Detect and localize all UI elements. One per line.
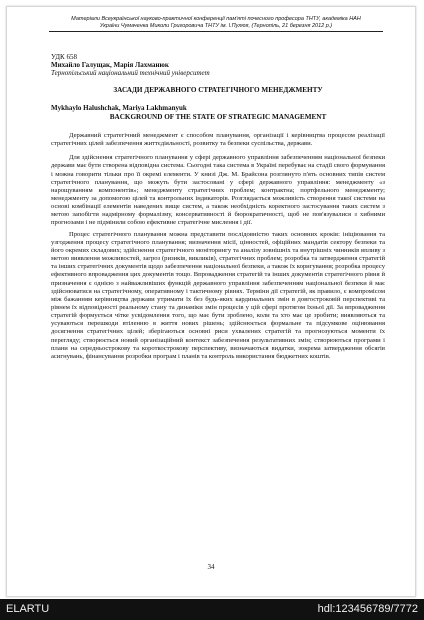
article-text <box>51 154 385 361</box>
document-page <box>6 6 416 597</box>
conference-header-line-2: України Чумаченка Миколи Григоровича ТНТУ ім. І.Пулюя, (Тернопіль, 21 березня 2012 р.) <box>99 22 333 29</box>
page-number: 34 <box>207 563 215 571</box>
repository-name: ELARTU <box>6 603 50 615</box>
viewer-status-bar <box>0 599 424 620</box>
author-affiliation: Тернопільський національний технічний університет <box>51 69 210 77</box>
conference-header-line-1: Матеріали Всеукраїнської науково-практичної конференції пам'яті почесного професора ТНТУ, академіка НАН <box>71 16 361 22</box>
conference-header <box>49 16 383 32</box>
article-title-ukrainian: ЗАСАДИ ДЕРЖАВНОГО СТРАТЕГІЧНОГО МЕНЕДЖМЕНТУ <box>113 86 323 94</box>
paragraph: Для здійснення стратегічного планування у сфері державного управління забезпеченням національної безпеки держави має бути створена відповідна система. Сьогодні така система в Україні перебуває на стадії свого формування і можна говорити тільки про її окремі елементи. У книзі Дж. М. Брайсона розглянуто п'ять основних типів систем стратегічного планування, що можуть бути застосовані у сфері державного управління: менеджменту «з нарощуванням компонентів»; менеджменту стратегічних проблем; контрактна; портфельного менеджменту; менеджменту за допомогою цілей та контрольних індикаторів. Розглядається можливість створення такої системи на основі комбінації елементів наведених вище систем, а також необхідність коректного застосування таких систем з метою запобігти надмірному формалізму, консервативності й бюрократичності, щоб не пов'язувалися з хибними прогнозами і не підмінили собою ефективне стратегічне мислення і дії. <box>51 154 385 227</box>
paragraph: Процес стратегічного планування можна представити послідовністю таких основних кроків: ініціювання та узгодження процесу стратегічного планування; визначення місії, цінностей, офіційних мандатів сектору безпеки та його окремих складових; здійснення стратегічного моніторингу та аналізу зовнішніх та внутрішніх чинників впливу з метою виявлення можливостей, загроз (ризиків, викликів), стратегічних проблем; розробка та затвердження стратегій та інших стратегічних документів щодо забезпечення національної безпеки, а також їх коригування; розробка процесу ефективного впровадження цих документів тощо. Впровадження стратегій та інших документів стратегічного рівня й призначення є однією з найважливіших функцій державного управління забезпеченням національної безпеки й має здійснюватися на стратегічному, оперативному і тактичному рівнях. Терміни дії стратегій, як правило, є компромісом між бажанням керівництва держави утримати їх без будь-яких кардинальних змін в довгостроковій перспективі та рівнем їх відповідності реальному стану та динаміки змін процесів у цій сфері протягом їхньої дії. За впровадження стратегій формується чітке усвідомлення того, що має бути зроблено, коли та хто має це зробити; виявляються та усуваються перешкоди втіленню в життя нових рішень; здійснюється формальне та підсумкове оцінювання досягнення стратегічних цілей; зберігаються основні риси ухвалених стратегій та прогнозуються моменти їх перегляду; створюється новий організаційний контекст забезпечення результативних змін; створюються програми і плани на середньострокову та короткострокову перспективу, визначаються видатки, зокрема затвердження обсягів асигнувань, фінансування розробки програм і планів та контроль використання бюджетних коштів. <box>51 230 385 360</box>
authors-english: Mykhaylo Halushchak, Mariya Lakhmanyuk <box>51 104 187 112</box>
handle-identifier[interactable]: hdl:123456789/7772 <box>317 603 418 615</box>
udk-code: УДК 658 <box>51 53 77 61</box>
article-body <box>51 53 385 364</box>
article-abstract: Державний стратегічний менеджмент є способом планування, організації і керівництва процесом реалізації стратегічних цілей забезпечення життєдіяльності, розвитку та безпеки суспільства, держави. <box>51 132 385 147</box>
authors-ukrainian: Михайло Галущак, Марія Лахманюк <box>51 61 169 69</box>
article-title-english: BACKGROUND OF THE STATE OF STRATEGIC MANAGEMENT <box>109 113 327 121</box>
